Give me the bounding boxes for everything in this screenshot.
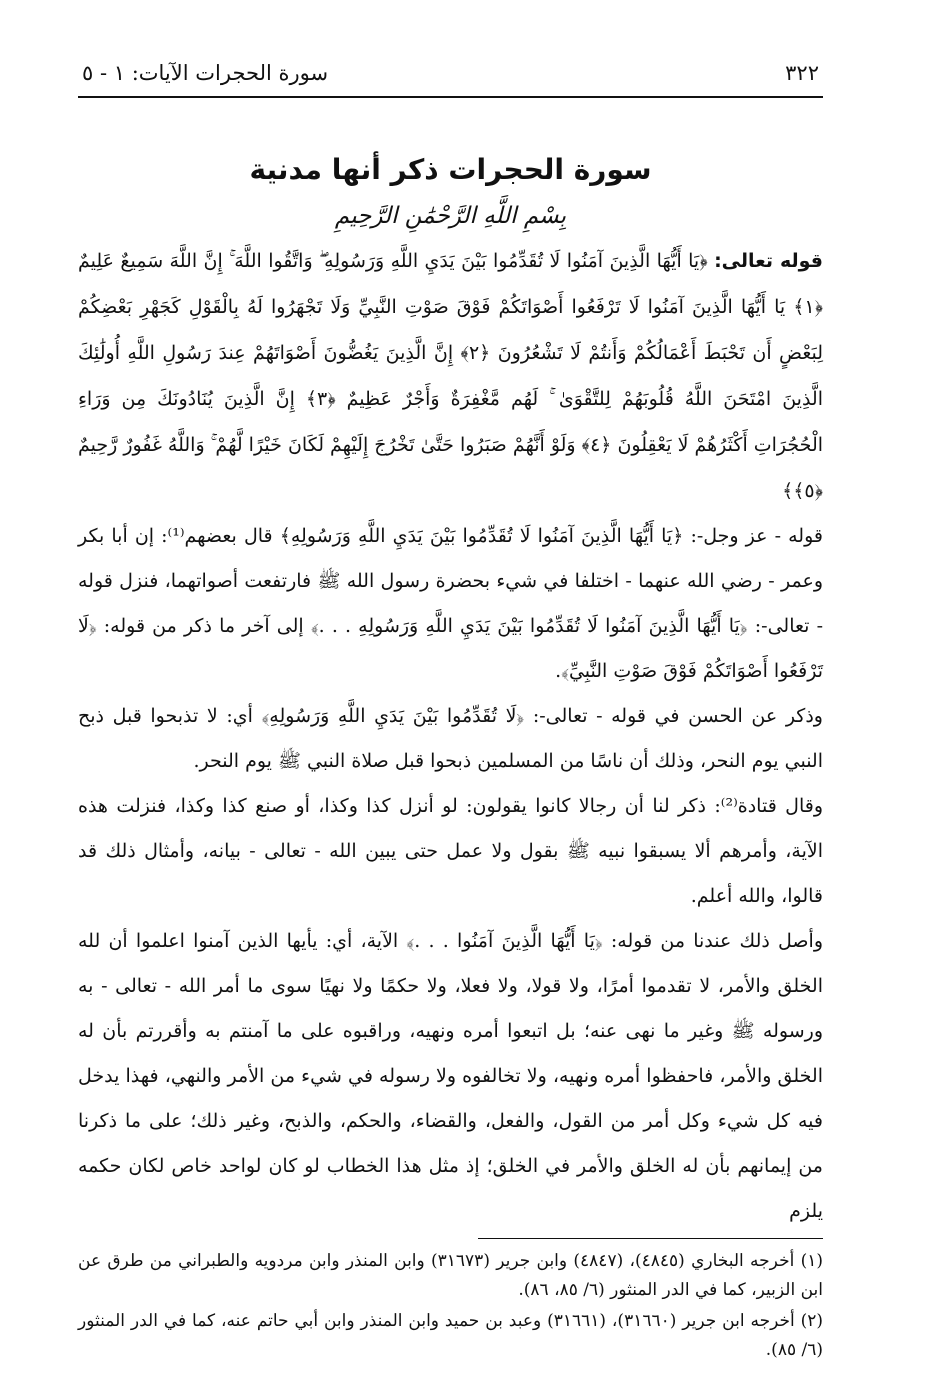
footnote-1: (١) أخرجه البخاري (٤٨٤٥)، (٤٨٤٧) وابن جرير (٣١٦٧٣) وابن المنذر وابن مردويه والطبراني من طرق عن ابن الزبير، كما في الدر المنثور (٦/ ٨٥، ٨٦).: [78, 1251, 823, 1300]
quran-verses: [78, 238, 823, 514]
commentary-paragraph-4: وأصل ذلك عندنا من قوله: ﴿يَا أَيُّهَا الَّذِينَ آمَنُوا . . .﴾ الآية، أي: يأيها الذين آمنوا اعلموا أن لله الخلق والأمر، لا تقدموا أمرًا، ولا قولا، ولا فعلا، ولا حكمًا ولا نهيًا سوى ما أمر الله - تعالى - به ورسوله ﷺ وغير ما نهى عنه؛ بل اتبعوا أمره ونهيه، وراقبوه على ما آمنتم به وأقررتم بأن له الخلق والأمر، فاحفظوا أمره ونهيه، ولا تخالفوه ولا رسوله في شيء من الأمر والنهي، فهذا يدخل فيه كل شيء وكل أمر من القول، والفعل، والقضاء، والحكم، والذبح، وغير ذلك؛ على ما ذكرنا من إيمانهم بأن له الخلق والأمر في الخلق؛ إذ مثل هذا الخطاب لو كان لواحد خاص لكان حكمه يلزم: [78, 930, 823, 1222]
footnote-2: (٢) أخرجه ابن جرير (٣١٦٦٠)، (٣١٦٦١) وعبد بن حميد وابن المنذر وابن أبي حاتم عنه، كما في الدر المنثور (٦/ ٨٥).: [78, 1311, 824, 1360]
commentary-paragraph-1: قوله - عز وجل-: ﴿يَا أَيُّهَا الَّذِينَ آمَنُوا لَا تُقَدِّمُوا بَيْنَ يَدَيِ اللَّهِ وَرَسُولِهِ﴾ قال بعضهم⁽¹⁾: إن أبا بكر وعمر - رضي الله عنهما - اختلفا في شيء بحضرة رسول الله ﷺ فارتفعت أصواتهما، فنزل قوله - تعالى-: ﴿يَا أَيُّهَا الَّذِينَ آمَنُوا لَا تُقَدِّمُوا بَيْنَ يَدَيِ اللَّهِ وَرَسُولِهِ . . .﴾ إلى آخر ما ذكر من قوله: ﴿لَا تَرْفَعُوا أَصْوَاتَكُمْ فَوْقَ صَوْتِ النَّبِيِّ﴾.: [78, 525, 823, 682]
page-number: ٣٢٢: [785, 61, 819, 85]
verses-lead: قوله تعالى:: [714, 250, 823, 272]
footnotes: [78, 1247, 823, 1365]
page-title: سورة الحجرات ذكر أنها مدنية: [249, 153, 652, 186]
running-title: سورة الحجرات الآيات: ١ - ٥: [82, 61, 329, 85]
commentary-paragraph-3: وقال قتادة⁽²⁾: ذكر لنا أن رجالا كانوا يقولون: لو أنزل كذا وكذا، أو صنع كذا وكذا، فنزلت هذه الآية، وأمرهم ألا يسبقوا نبيه ﷺ بقول ولا عمل حتى يبين الله - تعالى - بيانه، وأمثال ذلك قد قالوا، والله أعلم.: [78, 795, 824, 907]
basmala: بِسْمِ اللَّهِ الرَّحْمَٰنِ الرَّحِيمِ: [334, 203, 567, 229]
commentary-paragraph-2: وذكر عن الحسن في قوله - تعالى-: ﴿لَا تُقَدِّمُوا بَيْنَ يَدَيِ اللَّهِ وَرَسُولِهِ﴾ أي: لا تذبحوا قبل ذبح النبي يوم النحر، وذلك أن ناسًا من المسلمين ذبحوا قبل صلاة النبي ﷺ يوم النحر.: [78, 705, 823, 772]
footnote-divider: [478, 1238, 823, 1239]
running-header: [78, 58, 823, 98]
verses-text: ﴿يَا أَيُّهَا الَّذِينَ آمَنُوا لَا تُقَدِّمُوا بَيْنَ يَدَيِ اللَّهِ وَرَسُولِهِ ۖ وَاتَّقُوا اللَّهَ ۚ إِنَّ اللَّهَ سَمِيعٌ عَلِيمٌ ﴿١﴾ يَا أَيُّهَا الَّذِينَ آمَنُوا لَا تَرْفَعُوا أَصْوَاتَكُمْ فَوْقَ صَوْتِ النَّبِيِّ وَلَا تَجْهَرُوا لَهُ بِالْقَوْلِ كَجَهْرِ بَعْضِكُمْ لِبَعْضٍ أَن تَحْبَطَ أَعْمَالُكُمْ وَأَنتُمْ لَا تَشْعُرُونَ ﴿٢﴾ إِنَّ الَّذِينَ يَغُضُّونَ أَصْوَاتَهُمْ عِندَ رَسُولِ اللَّهِ أُولَٰئِكَ الَّذِينَ امْتَحَنَ اللَّهُ قُلُوبَهُمْ لِلتَّقْوَىٰ ۚ لَهُم مَّغْفِرَةٌ وَأَجْرٌ عَظِيمٌ ﴿٣﴾ إِنَّ الَّذِينَ يُنَادُونَكَ مِن وَرَاءِ الْحُجُرَاتِ أَكْثَرُهُمْ لَا يَعْقِلُونَ ﴿٤﴾ وَلَوْ أَنَّهُمْ صَبَرُوا حَتَّىٰ تَخْرُجَ إِلَيْهِمْ لَكَانَ خَيْرًا لَّهُمْ ۚ وَاللَّهُ غَفُورٌ رَّحِيمٌ ﴿٥﴾﴾: [78, 250, 824, 502]
book-page: [78, 58, 823, 1367]
